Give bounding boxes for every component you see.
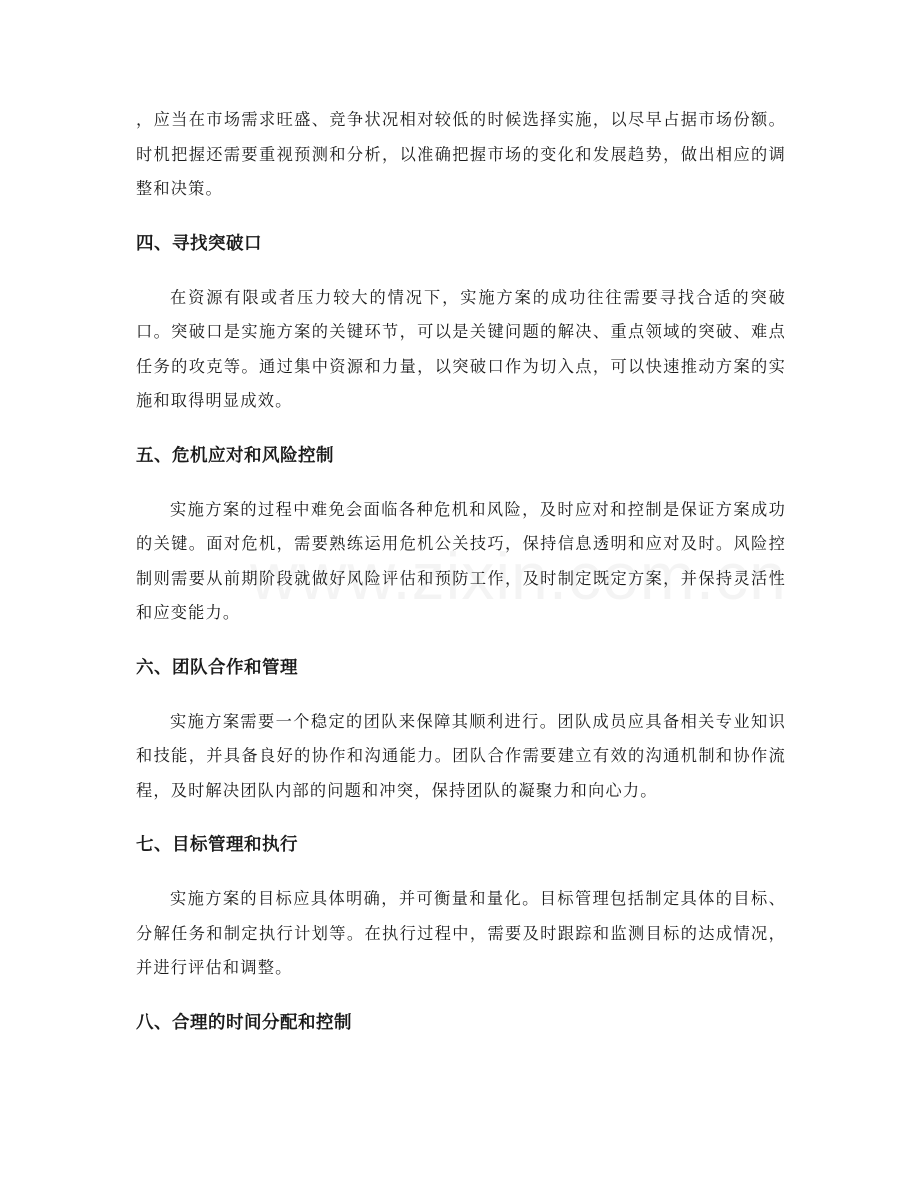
section-heading-8: 八、合理的时间分配和控制 xyxy=(136,1012,352,1033)
section-heading-6: 六、团队合作和管理 xyxy=(136,657,298,678)
paragraph-breakthrough: 在资源有限或者压力较大的情况下，实施方案的成功往往需要寻找合适的突破口。突破口是实施方案的关键环节，可以是关键问题的解决、重点领域的突破、难点任务的攻克等。通过集中资源和力量，以突破口作为切入点，可以快速推动方案的实施和取得明显成效。 xyxy=(136,287,786,410)
document-body xyxy=(136,103,786,1040)
paragraph-timing-continued: ，应当在市场需求旺盛、竞争状况相对较低的时候选择实施，以尽早占据市场份额。时机把握还需要重视预测和分析，以准确把握市场的变化和发展趋势，做出相应的调整和决策。 xyxy=(136,110,786,198)
section-heading-7: 七、目标管理和执行 xyxy=(136,835,298,855)
paragraph-crisis-risk: 实施方案的过程中难免会面临各种危机和风险，及时应对和控制是保证方案成功的关键。面对危机，需要熟练运用危机公关技巧，保持信息透明和应对及时。风险控制则需要从前期阶段就做好风险评估和预防工作，及时制定既定方案，并保持灵活性和应变能力。 xyxy=(136,499,786,622)
section-heading-5: 五、危机应对和风险控制 xyxy=(136,445,334,466)
section-heading-4: 四、寻找突破口 xyxy=(136,233,262,254)
paragraph-goal-management: 实施方案的目标应具体明确，并可衡量和量化。目标管理包括制定具体的目标、分解任务和制定执行计划等。在执行过程中，需要及时跟踪和监测目标的达成情况，并进行评估和调整。 xyxy=(136,889,786,977)
paragraph-teamwork: 实施方案需要一个稳定的团队来保障其顺利进行。团队成员应具备相关专业知识和技能，并具备良好的协作和沟通能力。团队合作需要建立有效的沟通机制和协作流程，及时解决团队内部的问题和冲突，保持团队的凝聚力和向心力。 xyxy=(136,711,786,800)
